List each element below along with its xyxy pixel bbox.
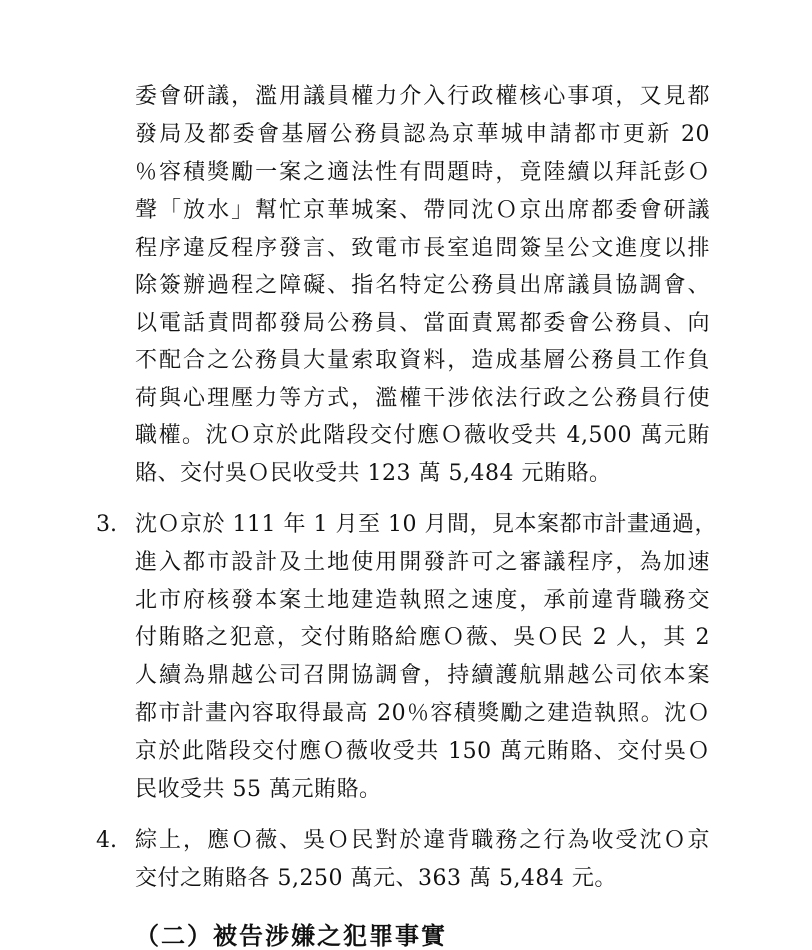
list-item-line: 沈Ｏ京於 111 年 1 月至 10 月間，見本案都市計畫通過， — [135, 512, 717, 537]
list-item-line: 綜上，應Ｏ薇、吳Ｏ民對於違背職務之行為收受沈Ｏ京 — [135, 828, 710, 853]
paragraph-line: 荷與心理壓力等方式，濫權干涉依法行政之公務員行使 — [135, 386, 710, 411]
paragraph-line: 不配合之公務員大量索取資料，造成基層公務員工作負 — [135, 348, 710, 373]
paragraph-line: ％容積獎勵一案之適法性有問題時，竟陸續以拜託彭Ｏ — [135, 160, 710, 185]
list-item-line: 人續為鼎越公司召開協調會，持續護航鼎越公司依本案 — [135, 663, 710, 688]
list-item-line: 交付之賄賂各 5,250 萬元、363 萬 5,484 元。 — [135, 866, 617, 891]
list-item-line: 進入都市設計及土地使用開發許可之審議程序，為加速 — [135, 550, 710, 575]
paragraph-line: 委會研議，濫用議員權力介入行政權核心事項，又見都 — [135, 84, 710, 109]
paragraph-line: 發局及都委會基層公務員認為京華城申請都市更新 20 — [135, 122, 710, 147]
list-item-line: 付賄賂之犯意，交付賄賂給應Ｏ薇、吳Ｏ民 2 人，其 2 — [135, 625, 710, 650]
list-item-line: 北市府核發本案土地建造執照之速度，承前違背職務交 — [135, 588, 710, 613]
section-heading: （二）被告涉嫌之犯罪事實 — [135, 921, 447, 950]
paragraph-line: 賂、交付吳Ｏ民收受共 123 萬 5,484 元賄賂。 — [135, 461, 612, 486]
paragraph-line: 程序違反程序發言、致電市長室追問簽呈公文進度以排 — [135, 236, 710, 261]
list-number: 3. — [96, 512, 117, 537]
paragraph-line: 除簽辦過程之障礙、指名特定公務員出席議員協調會、 — [135, 273, 710, 298]
list-item-line: 都市計畫內容取得最高 20％容積獎勵之建造執照。沈Ｏ — [135, 701, 710, 726]
list-item-line: 民收受共 55 萬元賄賂。 — [135, 777, 382, 802]
paragraph-line: 職權。沈Ｏ京於此階段交付應Ｏ薇收受共 4,500 萬元賄 — [135, 423, 710, 448]
paragraph-line: 以電話責問都發局公務員、當面責罵都委會公務員、向 — [135, 311, 710, 336]
list-number: 4. — [96, 828, 117, 853]
list-item-line: 京於此階段交付應Ｏ薇收受共 150 萬元賄賂、交付吳Ｏ — [135, 739, 710, 764]
paragraph-line: 聲「放水」幫忙京華城案、帶同沈Ｏ京出席都委會研議 — [135, 198, 710, 223]
